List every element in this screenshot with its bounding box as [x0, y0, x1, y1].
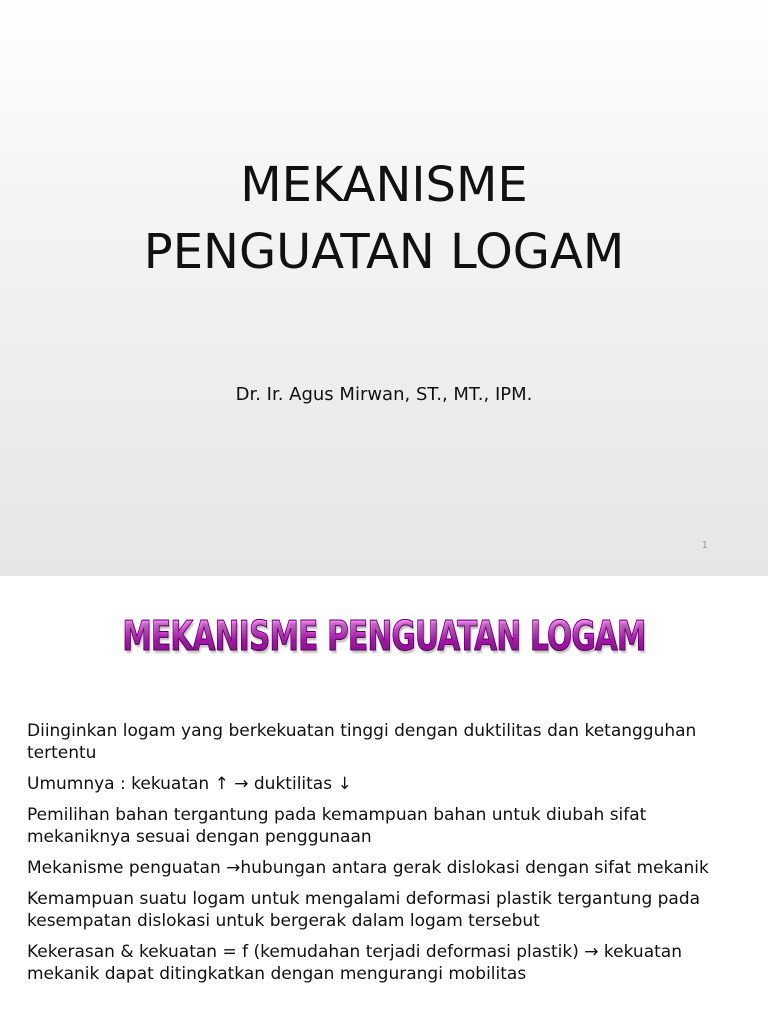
- bullet-item: Pemilihan bahan tergantung pada kemampuan bahan untuk diubah sifat mekaniknya sesuai dengan penggunaan: [27, 805, 647, 847]
- bullet-item: Mekanisme penguatan →hubungan antara gerak dislokasi dengan sifat mekanik: [27, 858, 709, 878]
- bullet-item: Umumnya : kekuatan ↑ → duktilitas ↓: [27, 774, 352, 794]
- slide-number: 1: [701, 540, 708, 551]
- slide-1-subtitle: Dr. Ir. Agus Mirwan, ST., MT., IPM.: [235, 384, 533, 405]
- slide-1-title: [0, 152, 768, 286]
- slide-1-title-line-1: MEKANISME: [240, 157, 528, 213]
- slide-2-title: [108, 610, 661, 662]
- bullet-item: Diinginkan logam yang berkekuatan tinggi dengan duktilitas dan ketangguhan tertentu: [27, 721, 697, 763]
- bullet-list: [27, 720, 747, 994]
- bullet-item: Kekerasan & kekuatan = f (kemudahan terjadi deformasi plastik) → kekuatan mekanik dapat ditingkatkan dengan mengurangi mobilitas: [27, 942, 682, 984]
- slide-2-wordart-title: MEKANISME PENGUATAN LOGAM: [122, 612, 646, 660]
- slide-1-title-line-2: PENGUATAN LOGAM: [143, 224, 625, 280]
- slide-2: [0, 578, 768, 1024]
- bullet-item: Kemampuan suatu logam untuk mengalami deformasi plastik tergantung pada kesempatan dislokasi untuk bergerak dalam logam tersebut: [27, 889, 701, 931]
